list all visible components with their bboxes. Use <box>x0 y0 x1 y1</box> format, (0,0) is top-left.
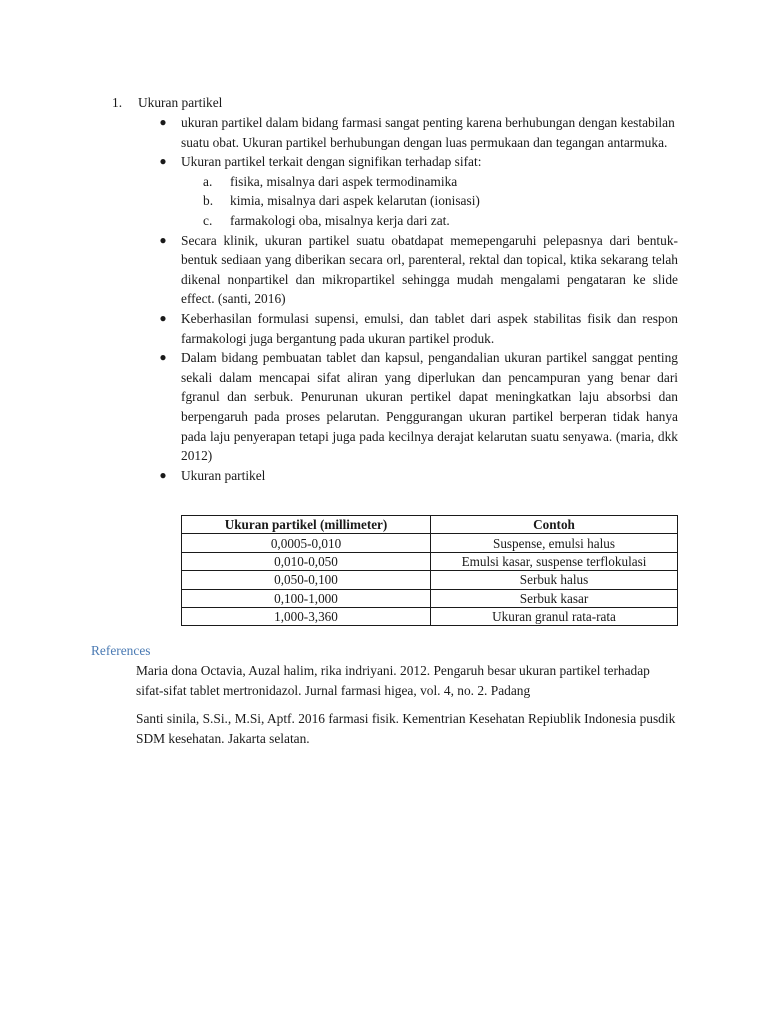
sublist-text: fisika, misalnya dari aspek termodinamika <box>230 173 458 189</box>
table-cell: 0,010-0,050 <box>182 552 431 570</box>
bullet-item <box>156 466 678 486</box>
table-row <box>182 589 678 607</box>
bullet-item <box>156 309 678 348</box>
table-cell: 0,0005-0,010 <box>182 534 431 552</box>
table-header-cell: Contoh <box>431 516 678 534</box>
bullet-text: Ukuran partikel <box>181 467 266 483</box>
bullet-icon: ● <box>159 467 167 482</box>
table-row <box>182 552 678 570</box>
bullet-icon: ● <box>159 350 167 365</box>
table-row <box>182 534 678 552</box>
bullet-item <box>156 113 678 152</box>
table-row <box>182 607 678 625</box>
table-header-cell: Ukuran partikel (millimeter) <box>182 516 431 534</box>
section-heading <box>112 93 222 113</box>
table-cell: Emulsi kasar, suspense terflokulasi <box>431 552 678 570</box>
bullet-text: Dalam bidang pembuatan tablet dan kapsul, pengandalian ukuran partikel sanggat penting sekali dalam mencapai sifat aliran yang diperlukan dan pencampuran yang benar dari fgranul dan serbuk. Penurunan ukuran pertikel dapat meningkatkan laju absorbsi dan berpengaruh pada proses pelarutan. Penggurangan ukuran partikel berperan tidak hanya pada laju penyerapan tetapi juga pada kecilnya derajat kelarutan suatu senyawa. (maria, dkk 2012) <box>181 350 678 464</box>
section-title: Ukuran partikel <box>138 95 223 110</box>
particle-size-table <box>181 515 678 626</box>
sublist-letter: c. <box>203 212 213 228</box>
bullet-text: Keberhasilan formulasi supensi, emulsi, dan tablet dari aspek stabilitas fisik dan respon farmakologi juga bergantung pada ukuran partikel produk. <box>181 310 678 346</box>
reference-entry: Santi sinila, S.Si., M.Si, Aptf. 2016 farmasi fisik. Kementrian Kesehatan Repiublik Indonesia pusdik SDM kesehatan. Jakarta selatan. <box>136 711 676 746</box>
table-cell: 1,000-3,360 <box>182 607 431 625</box>
table-cell: Serbuk kasar <box>431 589 678 607</box>
references-heading: References <box>91 643 151 658</box>
sublist-text: kimia, misalnya dari aspek kelarutan (ionisasi) <box>230 193 480 209</box>
bullet-icon: ● <box>159 115 167 129</box>
bullet-text: Secara klinik, ukuran partikel suatu obatdapat memepengaruhi pelepasnya dari bentuk-bentuk sediaan yang diberikan secara orl, parenteral, rektal dan topical, ktika sekarang telah dikenal nonpartikel dan mikropartikel sehingga mudah mengalami pengataran ke slide effect. (santi, 2016) <box>181 232 678 307</box>
section-number: 1. <box>112 95 123 110</box>
bullet-item <box>156 231 678 309</box>
bullet-list <box>156 113 678 485</box>
sublist-item <box>181 172 678 192</box>
reference-entry: Maria dona Octavia, Auzal halim, rika indriyani. 2012. Pengaruh besar ukuran partikel terhadap sifat-sifat tablet mertronidazol. Jurnal farmasi higea, vol. 4, no. 2. Padang <box>136 663 650 698</box>
table-cell: 0,100-1,000 <box>182 589 431 607</box>
bullet-item <box>156 348 678 466</box>
bullet-icon: ● <box>159 154 167 169</box>
table-row <box>182 571 678 589</box>
sublist-item <box>181 191 678 211</box>
bullet-text: Ukuran partikel terkait dengan signifikan terhadap sifat: <box>181 154 482 170</box>
table-cell: 0,050-0,100 <box>182 571 431 589</box>
sublist-letter: a. <box>203 173 213 189</box>
bullet-item <box>156 152 678 230</box>
sublist-letter: b. <box>203 193 214 209</box>
sublist-text: farmakologi oba, misalnya kerja dari zat. <box>230 212 450 228</box>
sublist-item <box>181 211 678 231</box>
bullet-icon: ● <box>159 310 167 325</box>
table-cell: Serbuk halus <box>431 571 678 589</box>
lettered-sublist <box>181 172 678 231</box>
bullet-text: ukuran partikel dalam bidang farmasi sangat penting karena berhubungan dengan kestabilan suatu obat. Ukuran partikel berhubungan dengan luas permukaan dan tegangan antarmuka. <box>181 115 675 150</box>
table-cell: Suspense, emulsi halus <box>431 534 678 552</box>
table-header-row <box>182 516 678 534</box>
table-cell: Ukuran granul rata-rata <box>431 607 678 625</box>
bullet-icon: ● <box>159 232 167 247</box>
